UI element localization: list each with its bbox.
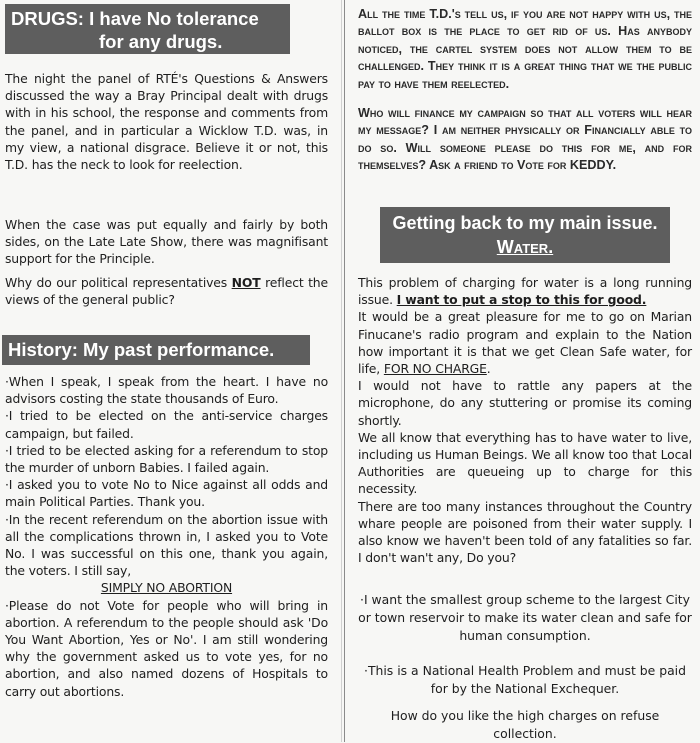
drugs-banner-line1: DRUGS: I have No tolerance [11, 8, 259, 29]
history-item: ·I asked you to vote No to Nice against all odds and main Political Parties. Thank you. [5, 477, 328, 510]
water-banner-line2: Water. [496, 237, 554, 257]
water-intro-emphasis: I want to put a stop to this for good. [396, 292, 647, 308]
water-section [358, 274, 692, 566]
water-intro-text: This problem of charging for water is a long running issue. [358, 275, 692, 308]
history-item: ·I tried to be elected on the anti-service charges campaign, but failed. [5, 408, 328, 441]
water-intro [358, 274, 692, 308]
drugs-question-after: reflect the views of the general public? [5, 275, 328, 308]
drugs-banner-line2: for any drugs. [99, 31, 223, 52]
drugs-paragraph-2: When the case was put equally and fairly by both sides, on the Late Late Show, there was magnifisant support for the Principle. [5, 217, 328, 267]
water-paragraph: There are too many instances throughout the Country whare people are poisoned from their water supply. I also know we haven't been told of any fatalities so far. I don't wan't any, Do you? [358, 498, 692, 566]
history-final: ·Please do not Vote for people who will bring in abortion. A referendum to the people should ask 'Do You Want Abortion, Yes or No'. I am still wondering why the government asked us to vote yes, for no abortion, and also named dozens of Hospitals to carry out abortions. [5, 597, 328, 699]
centered-point-3: How do you like the high charges on refuse collection. [390, 708, 660, 741]
drugs-paragraph-1: The night the panel of RTÉ's Questions & Answers discussed the way a Bray Principal dealt with drugs with in his school, the response and comments from the panel, and in particular a Wicklow T.D. was, in my view, a national disgrace. Believe it or not, this T.D. has the neck to look for reelection. [5, 71, 328, 173]
water-pleasure [358, 308, 692, 377]
drugs-question [5, 274, 328, 308]
centered-point-2: ·This is a National Health Problem and must be paid for by the National Exchequer. [364, 663, 686, 696]
water-paragraph: I would not have to rattle any papers at the microphone, do any stuttering or promise its coming shortly. [358, 378, 692, 428]
caps-paragraph-2: Who will finance my campaign so that all voters will hear my message? I am neither physically or Financially able to do so. Will someone please do this for me, and for themselves? Ask a friend to Vote for KEDDY. [358, 106, 692, 173]
water-paragraph: We all know that everything has to have water to live, including us Human Beings. We all know too that Local Authorities are queueing up to charge for this necessity. [358, 429, 692, 497]
drugs-banner [5, 4, 290, 54]
history-banner: History: My past performance. [2, 335, 310, 365]
water-pleasure-emphasis: FOR NO CHARGE [383, 361, 487, 377]
drugs-question-emphasis: NOT [231, 275, 261, 290]
water-pleasure-after: . [486, 361, 491, 377]
water-banner [380, 207, 670, 263]
history-list [5, 373, 328, 700]
column-divider [344, 0, 345, 742]
caps-paragraph-1: All the time T.D.'s tell us, if you are not happy with us, the ballot box is the place to get rid of us. Has anybody noticed, the cartel system does not allow them to be challenged. They think it is a great thing that we the public pay to have them reelected. [358, 7, 692, 91]
history-item: ·I tried to be elected asking for a referendum to stop the murder of unborn Babies. I failed again. [5, 442, 328, 476]
history-slogan: SIMPLY NO ABORTION [100, 580, 233, 596]
drugs-question-before: Why do our political representatives [5, 275, 232, 290]
history-item: ·When I speak, I speak from the heart. I have no advisors costing the state thousands of Euro. [5, 374, 328, 407]
column-divider-shadow [341, 0, 342, 742]
history-item: ·In the recent referendum on the abortion issue with all the complications thrown in, I asked you to Vote No. I was successful on this one, thank you again, the voters. I still say, [5, 511, 328, 579]
water-pleasure-text: It would be a great pleasure for me to go on Marian Finucane's radio program and explain to the Nation how important it is that we get Clean Safe water, for life, [358, 309, 692, 377]
centered-point-1: ·I want the smallest group scheme to the largest City or town reservoir to make its water clean and safe for human consumption. [358, 592, 692, 643]
water-banner-line1: Getting back to my main issue. [392, 213, 658, 233]
